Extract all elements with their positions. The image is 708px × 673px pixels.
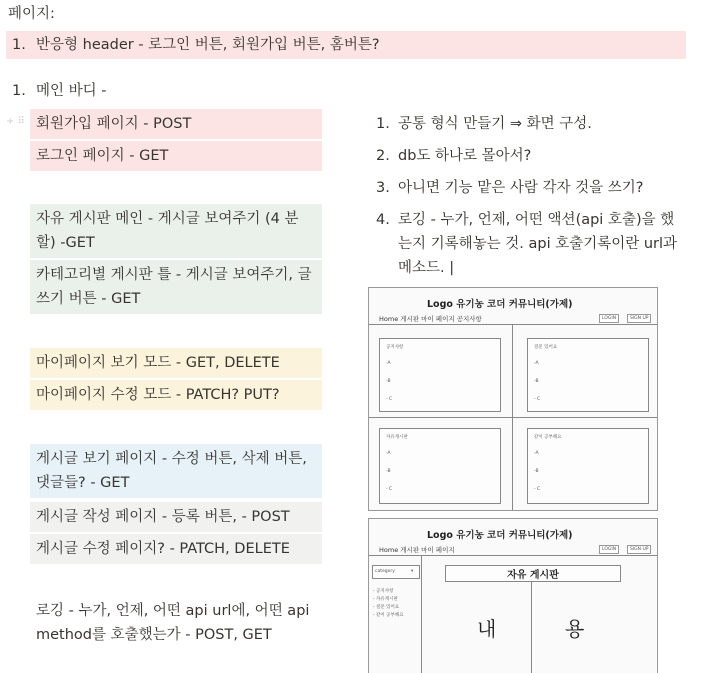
list-number: 1.	[12, 83, 26, 99]
block-category-board[interactable]: 카테고리별 게시판 틀 - 게시글 보여주기, 글쓰기 버튼 - GET	[30, 260, 322, 314]
list-number: 1.	[376, 116, 390, 132]
wireframe-signup-button: SIGN UP	[627, 545, 651, 554]
list-number: 4.	[376, 212, 390, 228]
quad-line: - C	[386, 397, 393, 402]
content-char: 내	[477, 617, 497, 641]
block-mypage-view[interactable]: 마이페이지 보기 모드 - GET, DELETE	[30, 348, 322, 378]
divider	[369, 417, 657, 418]
quad-line: -A	[534, 361, 539, 366]
right-item-1: 공통 형식 만들기 ⇒ 화면 구성.	[398, 116, 592, 132]
wireframe-main-image	[368, 287, 658, 511]
board-title: 자유 게시판	[507, 570, 559, 581]
main-body-label: 메인 바디 -	[36, 83, 107, 99]
block-login-page[interactable]: 로그인 페이지 - GET	[30, 141, 322, 171]
divider	[369, 555, 657, 556]
side-item: - 자유게시판	[373, 597, 398, 602]
quad-label: 질문 있어요	[534, 345, 558, 350]
side-item: - 같이 공부해요	[373, 613, 404, 618]
quad-label: 자유게시판	[386, 435, 408, 440]
list-number: 3.	[376, 180, 390, 196]
block-post-view[interactable]: 게시글 보기 페이지 - 수정 버튼, 삭제 버튼, 댓글들? - GET	[30, 444, 322, 498]
quad-line: -B	[534, 379, 539, 384]
block-post-edit[interactable]: 게시글 수정 페이지? - PATCH, DELETE	[30, 534, 322, 564]
quad-label: 같이 공부해요	[534, 435, 562, 440]
wireframe-login-button: LOGIN	[599, 545, 619, 554]
divider	[531, 581, 532, 673]
chevron-down-icon: ▾	[411, 569, 414, 574]
wireframe-title: Logo 유기농 코더 커뮤니티(가제)	[427, 530, 573, 541]
quad-label: 공지사항	[386, 345, 404, 350]
quad-notice	[379, 338, 501, 412]
page-heading: 페이지:	[8, 6, 55, 22]
wireframe-nav: Home 게시판 마이 페이지 공지사항	[379, 315, 482, 323]
quad-line: -A	[386, 451, 391, 456]
side-item: - 공지사항	[373, 589, 394, 594]
header-item-text: 반응형 header - 로그인 버튼, 회원가입 버튼, 홈버튼?	[36, 37, 380, 53]
quad-free-board	[379, 428, 501, 504]
block-signup-page[interactable]: 회원가입 페이지 - POST	[30, 109, 322, 139]
wireframe-nav: Home 게시판 마이 페이지	[379, 546, 455, 554]
list-number: 1.	[12, 37, 26, 53]
side-item: - 질문 있어요	[373, 605, 400, 610]
quad-study	[527, 428, 649, 504]
logging-note: 로깅 - 누가, 언제, 어떤 api url에, 어떤 api method를 호출했는가 - POST, GET	[36, 603, 310, 643]
block-post-write[interactable]: 게시글 작성 페이지 - 등록 버튼, - POST	[30, 502, 322, 532]
wireframe-signup-button: SIGN UP	[627, 314, 651, 323]
block-free-board-main[interactable]: 자유 게시판 메인 - 게시글 보여주기 (4 분할) -GET	[30, 204, 322, 258]
board-title-box	[445, 565, 621, 582]
quad-line: -A	[386, 361, 391, 366]
right-item-3: 아니면 기능 맡은 사람 각자 것을 쓰기?	[398, 180, 644, 196]
drag-handle-icon[interactable]: + ⠿	[6, 116, 25, 127]
divider	[369, 324, 657, 325]
right-item-4[interactable]: 로깅 - 누가, 언제, 어떤 액션(api 호출)을 했는지 기록해놓는 것. api 호출기록이란 url과 메소드. |	[398, 212, 678, 276]
wireframe-login-button: LOGIN	[599, 314, 619, 323]
quad-line: -A	[534, 451, 539, 456]
right-item-2: db도 하나로 몰아서?	[398, 148, 532, 164]
list-number: 2.	[376, 148, 390, 164]
block-mypage-edit[interactable]: 마이페이지 수정 모드 - PATCH? PUT?	[30, 380, 322, 410]
wireframe-board-image	[368, 518, 658, 673]
quad-line: - C	[534, 487, 541, 492]
quad-line: - C	[386, 487, 393, 492]
select-value: category	[375, 569, 395, 574]
quad-questions	[527, 338, 649, 412]
content-char: 용	[565, 617, 585, 641]
quad-line: -B	[534, 469, 539, 474]
quad-line: -B	[386, 469, 391, 474]
category-select	[372, 565, 420, 579]
wireframe-title: Logo 유기농 코더 커뮤니티(가제)	[427, 299, 573, 310]
quad-line: - C	[534, 397, 541, 402]
divider	[421, 555, 422, 673]
quad-line: -B	[386, 379, 391, 384]
